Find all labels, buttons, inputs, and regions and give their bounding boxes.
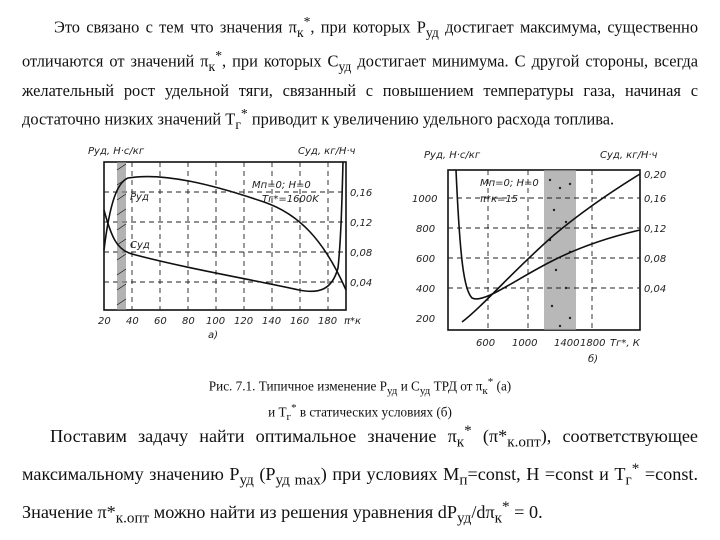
b-x-tick: 1800 [580, 338, 606, 349]
figure-caption: Рис. 7.1. Типичное изменение $P_{уд}$ и $C_{уд}$ ТРД от $\pi_к^*$ (а) и $T_г^*$ в статических условиях (б) [208, 376, 512, 424]
b-left-tick: 200 [416, 314, 436, 325]
subscript: п [459, 471, 468, 489]
text-seg: достигает максимума, существенно отличаются от значений π [22, 17, 699, 71]
text-seg: Это связано с тем что значения π [54, 17, 297, 37]
text-seg: /dπ [471, 502, 495, 523]
subscript: к [482, 385, 488, 398]
a-conditions-1: Mп=0; H=0 [252, 180, 311, 191]
a-x-tick: 180 [318, 316, 338, 327]
subscript: уд [419, 385, 431, 398]
caption-seg: Рис. 7.1. Типичное изменение P [208, 378, 387, 394]
text-seg: , при которых P [310, 17, 426, 37]
b-right-tick: 0,08 [644, 254, 667, 265]
subscript: к [494, 510, 503, 528]
b-y-right-label: Cуд, кг/Н·ч [600, 150, 658, 161]
b-right-tick: 0,04 [644, 284, 667, 295]
b-x-tick: 1000 [512, 338, 538, 349]
subscript: уд [387, 385, 398, 398]
subscript: к.опт [115, 510, 150, 528]
text-seg: ), соответствующее максимальному значению P [22, 426, 698, 485]
b-left-tick: 400 [416, 284, 436, 295]
a-right-tick: 0,04 [350, 278, 373, 289]
a-y-right-label: Cуд, кг/Н·ч [298, 146, 356, 157]
subscript: уд [456, 510, 472, 528]
subscript: уд [425, 24, 439, 40]
b-sub-label: б) [588, 354, 599, 365]
a-x-tick: 160 [290, 316, 310, 327]
b-left-tick: 1000 [412, 194, 438, 205]
b-conditions-2: π*к=15 [480, 194, 519, 205]
a-x-tick: 60 [154, 316, 167, 327]
a-x-tick: 20 [98, 316, 111, 327]
subscript: уд [338, 59, 352, 74]
caption-seg: и T [268, 404, 287, 420]
figure-a [84, 140, 374, 365]
text-seg: =const. Значение π* [22, 464, 699, 523]
b-left-tick: 600 [416, 254, 436, 265]
caption-seg: и C [397, 378, 420, 394]
b-x-unit: Tг*, К [610, 338, 640, 349]
text-seg: ) при условиях M [320, 464, 460, 485]
a-x-tick: 100 [206, 316, 226, 327]
b-right-tick: 0,20 [644, 170, 667, 181]
a-right-tick: 0,16 [350, 188, 373, 199]
text-seg: (π* [471, 426, 508, 447]
a-x-tick: 40 [126, 316, 139, 327]
text-seg: достигает минимума. С другой стороны, всегда желательный рост удельной тяги, связанный с повышением температуры газа, начиная с достаточно низких значений T [22, 51, 698, 129]
figure-b [404, 140, 700, 372]
a-curve-c-label: Cуд [130, 240, 150, 251]
b-x-tick: 1400 [554, 338, 580, 349]
subscript: уд [239, 471, 254, 489]
subscript: г [286, 411, 292, 424]
figure-a-svg [84, 140, 374, 365]
text-seg: можно найти из решения уравнения dP [149, 502, 457, 523]
b-conditions-1: Mп=0; H=0 [480, 178, 539, 189]
a-x-tick: 80 [182, 316, 195, 327]
a-right-tick: 0,08 [350, 248, 373, 259]
text-seg: (P [253, 464, 276, 485]
figure-b-svg [404, 140, 700, 372]
b-x-tick: 600 [476, 338, 496, 349]
b-y-left-label: Pуд, Н·с/кг [424, 150, 481, 161]
caption-seg: (а) [493, 378, 512, 394]
subscript: уд max [275, 471, 321, 489]
text-seg: приводит к увеличению удельного расхода топлива. [247, 109, 615, 129]
subscript: к [208, 59, 216, 74]
a-right-tick: 0,12 [350, 218, 373, 229]
subscript: к [456, 433, 465, 451]
subscript: к.опт [507, 433, 541, 451]
b-left-tick: 800 [416, 224, 436, 235]
paragraph-task: Поставим задачу найти оптимальное значение $\pi_к^*$ $(\pi*_{к.опт})$, соответствующее максимальному значению $P_{уд}$ $(P_{уд max})$ при условиях $M_п=const$, H =const и $T_г^*$ =const. Значение $\pi*_{к.опт}$ можно найти из решения уравнения $dP_{уд}/d\pi_к^* = 0$. [22, 422, 699, 528]
subscript: г [625, 471, 632, 489]
a-sub-label: а) [208, 330, 219, 341]
a-conditions-2: Tг*=1600K [262, 194, 319, 205]
paragraph-intro: Это связано с тем что значения $\pi_к^*$, при которых $P_{уд}$ достигает максимума, существенно отличаются от значений $\pi_к^*$, при которых $C_{уд}$ достигает минимума. С другой стороны, всегда желательный рост удельной тяги, связанный с повышением температуры газа, начиная с достаточно низких значений $T_г^*$ приводит к увеличению удельного расхода топлива. [22, 14, 699, 132]
text-seg: , при которых C [222, 51, 339, 71]
text-seg: Поставим задачу найти оптимальное значение π [50, 426, 457, 447]
text-seg: =const, H =const и T [467, 464, 626, 485]
a-x-tick: 120 [234, 316, 254, 327]
caption-seg: в статических условиях (б) [296, 404, 452, 420]
b-right-tick: 0,16 [644, 194, 667, 205]
subscript: г [235, 116, 241, 132]
subscript: к [296, 24, 304, 40]
b-right-tick: 0,12 [644, 224, 667, 235]
a-x-unit: π*к [344, 316, 362, 327]
a-x-tick: 140 [262, 316, 282, 327]
a-y-left-label: Pуд, Н·с/кг [88, 146, 145, 157]
caption-seg: ТРД от π [430, 378, 483, 394]
text-seg: = 0. [509, 502, 543, 523]
a-curve-p-label: Pуд [130, 192, 149, 203]
